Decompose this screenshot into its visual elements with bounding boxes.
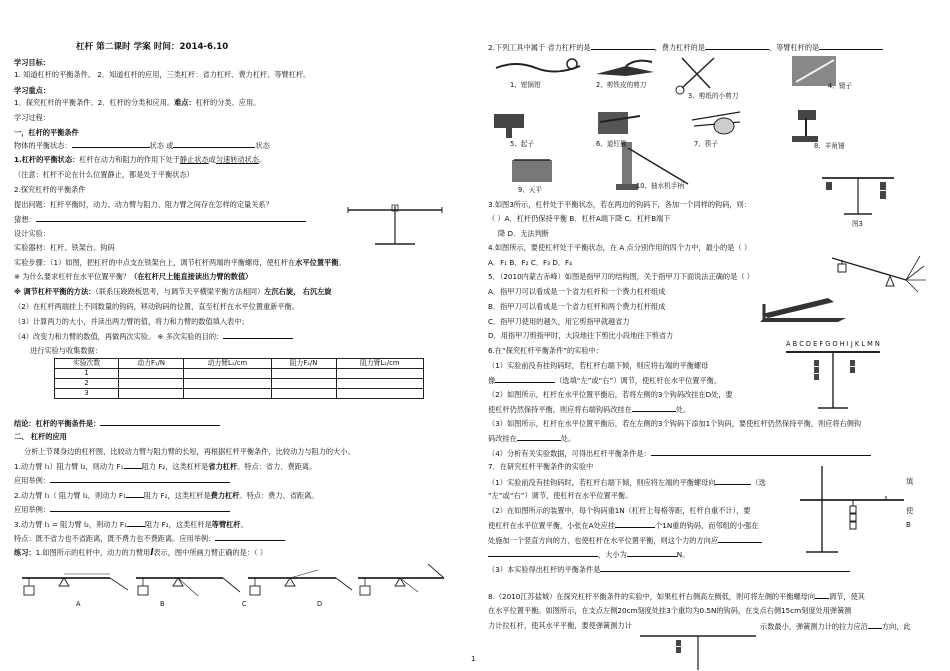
table-row [55, 369, 424, 379]
design-label: 设计实验： [14, 229, 50, 238]
paper-scissors-icon [676, 58, 714, 94]
data-table [54, 358, 424, 399]
step-4: （4）改变力和力臂的数值，再做两次实验。 ※ 多次实验的目的： [14, 331, 293, 342]
q8-force-direction-blank[interactable] [868, 621, 882, 629]
q7-magnitude-blank[interactable] [627, 549, 677, 557]
question-6-part-2b: 使杠杆仍然保持平衡，则应将右端钩码改挂在 处。 [488, 405, 691, 414]
bottle-opener-icon [494, 114, 524, 138]
question-7-fill-mark: 填 [906, 477, 914, 486]
q6-position-blank[interactable] [632, 404, 676, 412]
q8-direction-blank[interactable] [815, 591, 829, 599]
class-2-blank[interactable] [126, 490, 144, 498]
spike-lever-icon [598, 112, 640, 134]
class-2: 2.动力臂 l₁（ 阻力臂 l₂，则动力 F₁ 阻力 F₂，这类杠杆是费力杠杆。特点：费力、省距离。 [14, 491, 319, 500]
q6-new-position-blank[interactable] [517, 433, 561, 441]
balance-scale-icon [512, 160, 552, 182]
question-6-part-2: （2）如图所示，杠杆在水平位置平衡后，若将左侧的3个钩码改挂在D处，要 [488, 390, 733, 399]
q7-conclusion-blank[interactable] [600, 564, 850, 572]
question-8-line-2: 在水平位置平衡。如图所示，在支点左侧20cm刻度处挂3个重均为0.5N的钩码，在支点右侧15cm刻度处用弹簧测 [488, 606, 852, 615]
option-d-diagram [358, 564, 444, 595]
question-7-part-1: （1）实验前没有挂钩码时，若杠杆右端下倾，则应将左端的平衡螺母向 （选 [488, 478, 766, 487]
question-3: 3.如图3所示，杠杆处于平衡状态，若在两边的钩码下，各加一个同样的钩码，则： [488, 200, 751, 209]
q7-direction-answer-blank[interactable] [488, 549, 598, 557]
option-a-diagram [22, 574, 128, 595]
question-4: 4.如图所示，要使杠杆处于平衡状态，在 A 点分别作用的四个力中，最小的是（ ） [488, 243, 752, 252]
question-7-part-2d: ，大小为 N。 [488, 549, 689, 560]
conclusion-line: 结论：杠杆的平衡条件是： [14, 418, 220, 429]
goals-heading: 学习目标： [14, 58, 50, 67]
question-7-side-mark: 使 [906, 506, 914, 515]
question-7-part-2b: 使杠杆在水平位置平衡，小张在A处应挂 个1N重的钩码，而邻组的小强在 [488, 521, 759, 530]
tool-label-5: 5、起子 [510, 140, 534, 148]
table-input-cell[interactable] [184, 379, 271, 389]
table-header-row [55, 359, 424, 369]
tool-label-8: 8、羊角锤 [814, 142, 845, 150]
table-input-cell[interactable] [271, 389, 336, 399]
question-3-options: （ ）A．杠杆仍保持平衡 B．杠杆A端下降 C．杠杆B端下 [488, 214, 671, 223]
question-7-part-1b: “左”或“右”）调节，使杠杆在水平位置平衡。 [488, 491, 633, 500]
ruler-lever-figure [784, 348, 884, 418]
option-b-diagram [136, 578, 240, 596]
class-3-blank[interactable] [127, 519, 145, 527]
example-1-blank[interactable] [50, 475, 230, 483]
chopsticks-icon [692, 112, 740, 134]
record-label: 进行实验与收集数据： [30, 346, 102, 355]
question-6-part-3b: 码改挂在 处。 [488, 434, 576, 443]
explore-heading: 2.探究杠杆的平衡条件 [14, 185, 86, 194]
question-8-line-3b: 示数最小，弹簧测力计的拉力应沿 方向，此 [760, 622, 911, 631]
tool-label-1: 1、钳锅钳 [510, 81, 541, 89]
balance-definition: 1.杠杆的平衡状态：杠杆在动力和阻力的作用下处于静止状态或匀速转动状态。 [14, 155, 267, 164]
equipment-text: 实验器材：杠杆、铁架台、钩码 [14, 243, 115, 252]
lever-stand-figure [340, 202, 450, 252]
question-7-lever-figure [798, 466, 908, 556]
question-7-point-b: B [906, 520, 911, 529]
table-input-cell[interactable] [119, 369, 184, 379]
left-column [14, 0, 462, 671]
question-7-part-3: （3）本实验得出杠杆的平衡条件是 [488, 564, 850, 575]
crucible-tongs-icon [496, 59, 580, 72]
tool-label-3: 3、剪纸的小剪刀 [688, 92, 739, 100]
why-horizontal: ※ 为什么要求杠杆在水平位置平衡？（在杠杆尺上能直接读出力臂的数值） [14, 272, 253, 281]
question-6-part-1: （1）实验前没有挂钩码时，若杠杆右端下倾，则应将右端的平衡螺母 [488, 361, 709, 370]
adjust-method: ※ 调节杠杆平衡的方法：（联系压跷跷板思考，与调节天平横梁平衡方法相同）左沉右旋， 右沉左旋 [14, 287, 332, 296]
table-header-cell: 阻力F₂/N [271, 359, 336, 369]
example-1: 应用举例： [14, 475, 230, 486]
option-a-label: A [76, 600, 81, 608]
state-blank-1[interactable] [72, 140, 150, 148]
state-line: 物体的平衡状态： 状态 或 状态 [14, 141, 270, 150]
trial-number-cell: 2 [55, 379, 119, 389]
question-8: 8.（2010江苏盐城）在探究杠杆平衡条件的实验中，如果杠杆右侧高左侧低，则可将左侧的平衡螺母向 调节，使其 [488, 592, 865, 601]
tool-label-7: 7、筷子 [694, 140, 718, 148]
table-input-cell[interactable] [336, 379, 423, 389]
q7-force-direction-blank[interactable] [718, 535, 762, 543]
option-d-label: D [317, 600, 323, 608]
class-1: 1.动力臂 l₁）阻力臂 l₂，则动力 F₁ 阻力 F₂，这类杠杆是省力杠杆。特点：省力、费距离。 [14, 462, 317, 471]
question-4-options: A．F₁ B．F₂ C．F₃ D．F₄ [488, 258, 573, 267]
lever-options-figure [18, 564, 448, 612]
table-input-cell[interactable] [336, 389, 423, 399]
worksheet-title: 杠杆 第二课时 学案 时间：2014-6.10 [76, 42, 229, 52]
table-input-cell[interactable] [271, 379, 336, 389]
state-blank-2[interactable] [173, 140, 255, 148]
force-diagram [828, 250, 928, 294]
table-input-cell[interactable] [119, 379, 184, 389]
class-1-blank[interactable] [124, 461, 142, 469]
question-5-option-d: D．用指甲刀剪指甲时，大段地往下剪比小段地往下剪省力 [488, 331, 674, 340]
tools-figure [492, 56, 872, 196]
question-text: 提出问题：杠杆平衡时，动力、动力臂与阻力、阻力臂之间存在怎样的定量关系？ [14, 200, 273, 209]
question-5-option-a: A．指甲刀可以看成是一个省力杠杆和一个费力杠杆组成 [488, 287, 666, 296]
trial-number-cell: 1 [55, 369, 119, 379]
tool-label-4: 4、镊子 [828, 82, 852, 90]
tool-label-6: 6、道钉撬 [596, 140, 627, 148]
table-row [55, 379, 424, 389]
class-3-note: 特点：既不省力也不省距离，既不费力也不费距离。应用举例： [14, 533, 285, 544]
example-2: 应用举例： [14, 504, 230, 515]
question-8-lever-figure [638, 630, 758, 670]
question-7-part-2: （2）在如图所示的装置中，每个钩码重1N（杠杆上每格等距，杠杆自重不计），要 [488, 506, 751, 515]
question-6-part-3: （3）如图所示，杠杆在水平位置平衡后，若在左侧的3个钩码下添加1个钩码，要使杠杆仍然保持平衡，则应将右侧钩 [488, 419, 862, 428]
table-input-cell[interactable] [336, 369, 423, 379]
tool-label-10: 10、抽水机手柄 [636, 182, 684, 190]
table-input-cell[interactable] [184, 369, 271, 379]
question-6-part-1b: 像 （选填“左”或“右”）调节，使杠杆在水平位置平衡。 [488, 376, 722, 385]
process-heading: 学习过程： [14, 113, 50, 122]
tool-label-9: 9、天平 [518, 186, 542, 194]
focus-heading: 学习重点： [14, 86, 50, 95]
lever-effort-blank[interactable] [705, 42, 769, 50]
trial-number-cell: 3 [55, 389, 119, 399]
question-5-option-b: B．指甲刀可以看成是一个省力杠杆和两个费力杠杆组成 [488, 302, 666, 311]
option-b-label: B [160, 600, 165, 608]
table-input-cell[interactable] [184, 389, 271, 399]
figure-3-caption: 图3 [852, 220, 863, 228]
table-row [55, 389, 424, 399]
q7-direction-blank[interactable] [715, 477, 751, 485]
lever-equal-blank[interactable] [819, 42, 883, 50]
tin-snips-icon [596, 61, 654, 76]
table-header-cell: 动力F₁/N [119, 359, 184, 369]
lever-force-blank[interactable] [591, 42, 655, 50]
question-8-line-3: 力计拉杠杆，使其水平平衡，要使弹簧测力计 [488, 621, 632, 630]
example-2-blank[interactable] [50, 504, 230, 512]
q7-count-blank[interactable] [615, 520, 655, 528]
step-1: 实验步骤：（1）如图，把杠杆的中点支在铁架台上，调节杠杆两端的平衡螺母，使杠杆在水平位置平衡。 [14, 258, 346, 267]
figure-3-lever [818, 162, 898, 226]
section-2-heading: 二、 杠杆的应用 [14, 432, 67, 441]
guess-line: 猜想： [14, 214, 306, 225]
question-6-part-4: （4）分析有关实验数据，可得出杠杆平衡条件是： [488, 448, 871, 459]
question-7: 7．在研究杠杆平衡条件的实验中 [488, 462, 594, 471]
analysis-text: 分析上节课身边的杠杆图，比较动力臂与阻力臂的长短，再根据杠杆平衡条件，比较动力与阻力的大小。 [24, 447, 355, 456]
question-5-option-c: C．指甲刀使用的越久，用它剪指甲就越省力 [488, 317, 630, 326]
section-1-heading: 一，杠杆的平衡条件 [14, 128, 79, 137]
step-2: （2）在杠杆两端挂上不同数量的钩码，移动钩码的位置，直至杠杆在水平位置重新平衡。 [14, 302, 299, 311]
purpose-blank[interactable] [223, 331, 293, 339]
question-7-part-2c: 处施加一个竖直方向的力，也使杠杆在水平位置平衡，则这个力的方向应 [488, 535, 762, 546]
balance-note: （注意：杠杆不论在什么位置静止，都是处于平衡状态） [14, 170, 194, 179]
table-header-cell: 实验次数 [55, 359, 119, 369]
table-header-cell: 动力臂L₁/cm [184, 359, 271, 369]
focus-text: 1．探究杠杆的平衡条件。2．杠杆的分类和应用。难点：杠杆的分类、应用。 [14, 98, 261, 107]
table-header-cell: 阻力臂L₂/cm [336, 359, 423, 369]
option-c-label: C [242, 600, 247, 608]
table-input-cell[interactable] [119, 389, 184, 399]
goals-text: 1. 知道杠杆的平衡条件。 2．知道杠杆的应用，三类杠杆：省力杠杆、费力杠杆、等臂杠杆。 [14, 70, 311, 79]
q6-conclusion-blank[interactable] [651, 448, 871, 456]
table-input-cell[interactable] [271, 369, 336, 379]
ruler-labels: A B C D E F G O H I J K L M N [786, 340, 880, 348]
step-3: （3）计算两力的大小，并读出两力臂的值，将力和力臂的数值填入表中； [14, 317, 249, 326]
claw-hammer-icon [792, 110, 818, 142]
tool-label-2: 2、剪铁皮的剪刀 [596, 81, 647, 89]
nail-clipper-figure [758, 292, 848, 326]
question-6: 6.在“探究杠杆平衡条件”的实验中： [488, 346, 603, 355]
q6-direction-blank[interactable] [495, 375, 555, 383]
example-3-blank[interactable] [215, 533, 285, 541]
class-3: 3.动力臂 l₁ = 阻力臂 l₂，则动力 F₁ 阻力 F₂，这类杠杆是等臂杠杆。 [14, 520, 248, 529]
question-2: 2.下列工具中属于 省力杠杆的是 ，费力杠杆的是 ，等臂杠杆的是 [488, 42, 883, 53]
guess-blank[interactable] [36, 214, 306, 222]
conclusion-blank[interactable] [100, 418, 220, 426]
practice-1: 练习：1.如图所示的杠杆中，动力的力臂用l表示，图中所画力臂正确的是：（ ） [14, 548, 268, 558]
page-number: 1 [471, 655, 476, 663]
right-column [488, 0, 938, 671]
option-c-diagram [248, 570, 352, 595]
question-3-options-2: 降 D．无法判断 [498, 229, 549, 238]
question-5: 5．（2010内蒙古赤峰）如图是指甲刀的结构图，关于指甲刀下面说法正确的是（ ） [488, 272, 754, 281]
